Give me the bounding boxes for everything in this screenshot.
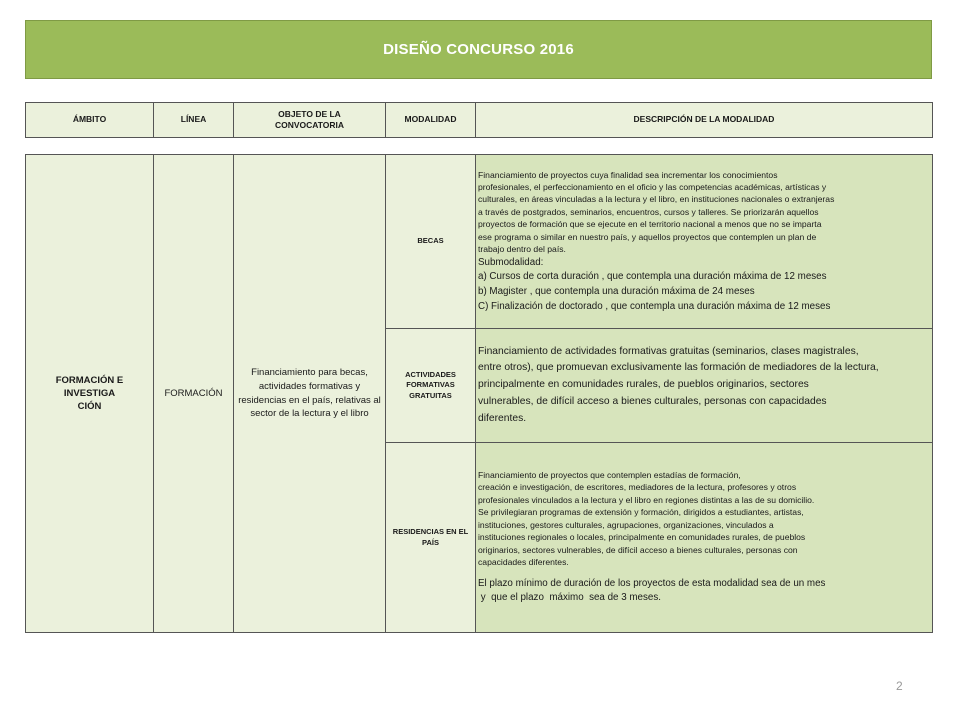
desc-line: vulnerables, de difícil acceso a bienes culturales, personas con capacidades bbox=[478, 395, 827, 407]
desc-line: capacidades diferentes. bbox=[478, 557, 569, 568]
header-ambito: ÁMBITO bbox=[26, 103, 154, 138]
descripcion-residencias bbox=[476, 443, 933, 633]
desc-line: a través de postgrados, seminarios, encuentros, cursos y talleres. Se priorizarán aquellos bbox=[478, 206, 819, 217]
submodalidad-line: b) Magister , que contempla una duración máxima de 24 meses bbox=[478, 286, 755, 298]
descripcion-becas bbox=[476, 155, 933, 329]
desc-line: Financiamiento de proyectos que contemplen estadías de formación, bbox=[478, 470, 741, 480]
desc-line: profesionales, el perfeccionamiento en el oficio y las competencias académicas, artísticas y bbox=[478, 181, 827, 192]
modalidad-actividades: ACTIVIDADES FORMATIVAS GRATUITAS bbox=[386, 329, 476, 443]
ambito-line: CIÓN bbox=[77, 401, 102, 413]
page-number: 2 bbox=[896, 679, 903, 693]
desc-line: profesionales vinculados a la lectura y el libro en regiones distintas a las de su domicilio. bbox=[478, 494, 815, 505]
objeto-cell: Financiamiento para becas, actividades formativas y residencias en el país, relativas al sector de la lectura y el libro bbox=[234, 155, 386, 633]
plazo-line: y que el plazo máximo sea de 3 meses. bbox=[478, 592, 661, 604]
desc-line: creación e investigación, de escritores, mediadores de la lectura, profesores y otros bbox=[478, 482, 797, 493]
desc-line: proyectos de formación que se ejecute en el territorio nacional a menos que no se imparta bbox=[478, 219, 822, 230]
plazo-line: El plazo mínimo de duración de los proyectos de esta modalidad sea de un mes bbox=[478, 577, 826, 589]
ambito-line: FORMACIÓN E bbox=[55, 374, 124, 386]
desc-line: originarios, sectores vulnerables, de difícil acceso a bienes culturales, personas con bbox=[478, 544, 798, 555]
content-table bbox=[25, 154, 933, 633]
submodalidad-line: C) Finalización de doctorado , que contempla una duración máxima de 12 meses bbox=[478, 300, 831, 312]
ambito-line: INVESTIGA bbox=[63, 387, 116, 399]
desc-line: Se privilegiaran programas de extensión y formación, dirigidos a estudiantes, artistas, bbox=[478, 507, 804, 518]
desc-line: trabajo dentro del país. bbox=[478, 244, 566, 255]
header-table bbox=[25, 102, 933, 138]
desc-line: instituciones regionales o locales, principalmente en comunidades rurales, de pueblos bbox=[478, 532, 806, 543]
header-linea: LÍNEA bbox=[154, 103, 234, 138]
submodalidad-line: Submodalidad: bbox=[478, 256, 544, 268]
descripcion-actividades bbox=[476, 329, 933, 443]
page-title: DISEÑO CONCURSO 2016 bbox=[25, 20, 932, 79]
modalidad-becas: BECAS bbox=[386, 155, 476, 329]
desc-line: principalmente en comunidades rurales, de pueblos originarios, sectores bbox=[478, 379, 809, 391]
submodalidad-line: a) Cursos de corta duración , que contempla una duración máxima de 12 meses bbox=[478, 271, 827, 283]
desc-line: Financiamiento de proyectos cuya finalidad sea incrementar los conocimientos bbox=[478, 169, 778, 180]
header-descripcion: DESCRIPCIÓN DE LA MODALIDAD bbox=[476, 103, 933, 138]
desc-line: culturales, en áreas vinculadas a la lectura y el libro, en instituciones nacionales o extranjeras bbox=[478, 194, 835, 205]
header-objeto: OBJETO DE LA CONVOCATORIA bbox=[234, 103, 386, 138]
desc-line: entre otros), que promuevan exclusivamente las formación de mediadores de la lectura, bbox=[478, 362, 879, 374]
header-modalidad: MODALIDAD bbox=[386, 103, 476, 138]
desc-line: Financiamiento de actividades formativas gratuitas (seminarios, clases magistrales, bbox=[478, 345, 859, 357]
desc-line: instituciones, gestores culturales, agrupaciones, organizaciones, vinculados a bbox=[478, 519, 774, 530]
linea-cell: FORMACIÓN bbox=[154, 155, 234, 633]
desc-line: ese programa o similar en nuestro país, y aquellos proyectos que contemplen un plan de bbox=[478, 231, 817, 242]
ambito-cell bbox=[26, 155, 154, 633]
desc-line: diferentes. bbox=[478, 412, 527, 424]
modalidad-residencias: RESIDENCIAS EN EL PAÍS bbox=[386, 443, 476, 633]
